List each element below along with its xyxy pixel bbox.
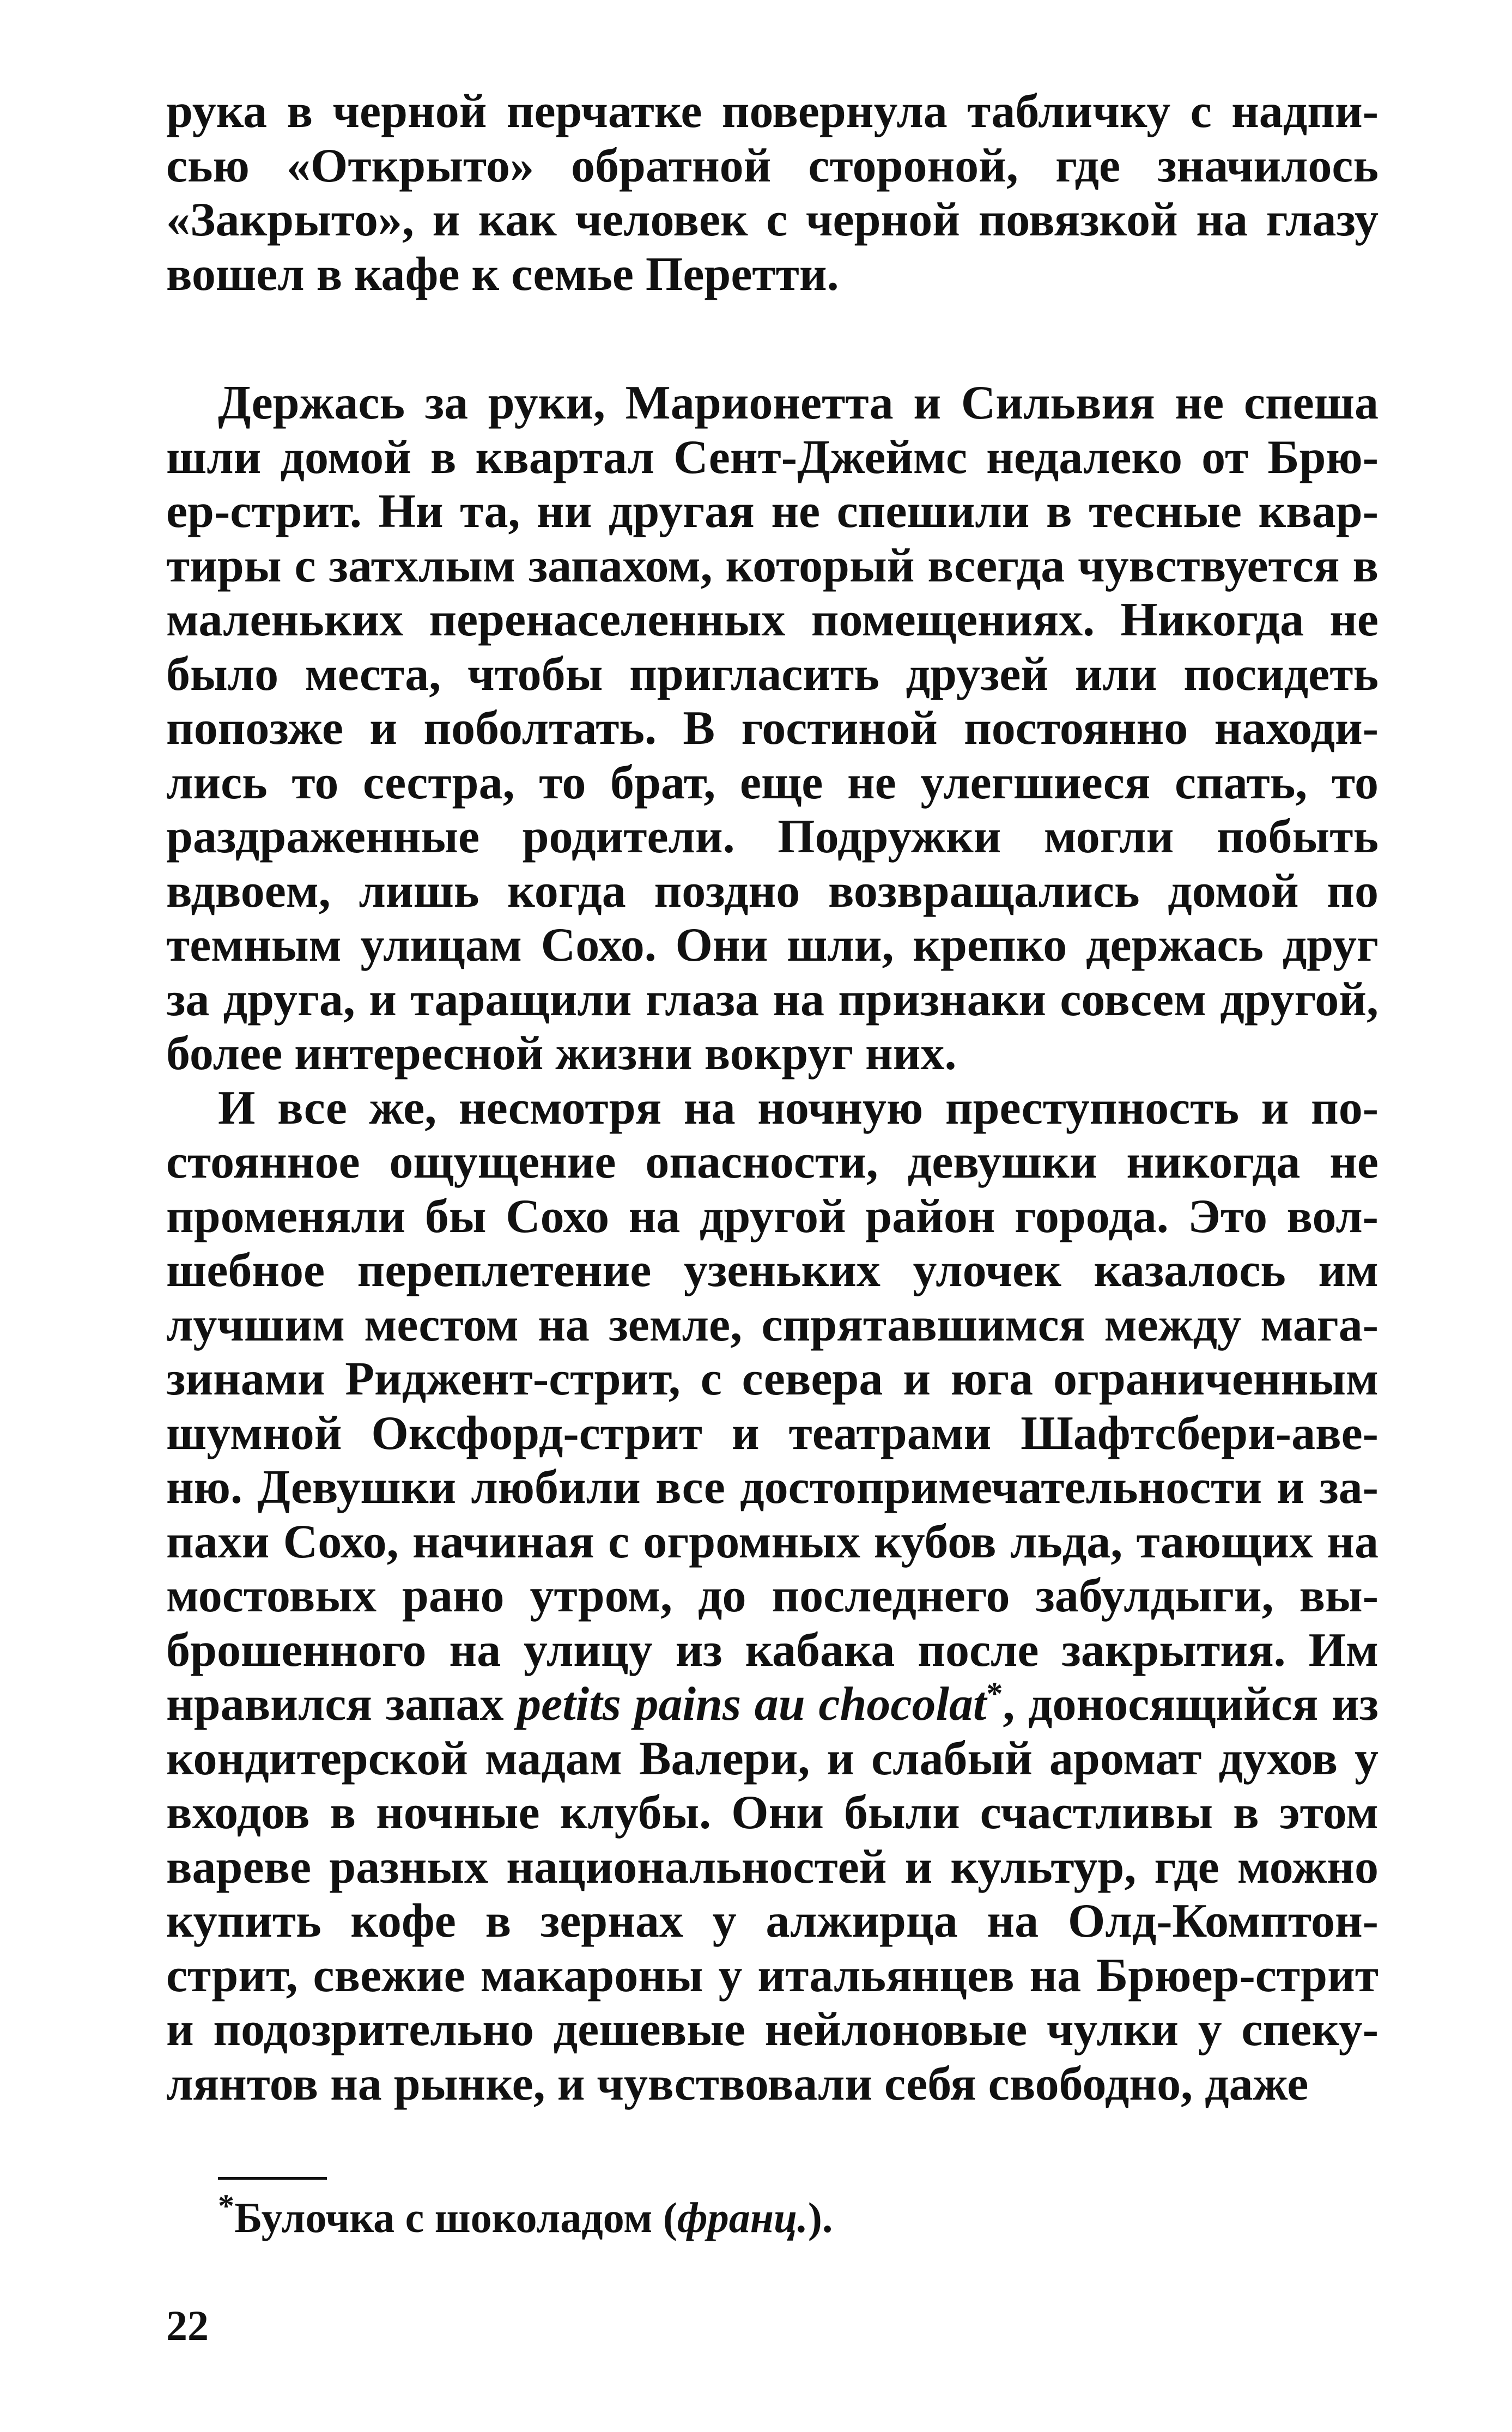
paragraph-3-text-start: И все же, несмотря на ночную преступность и по-стоянное ощущение опасности, девушки никогда не променяли бы Сохо на другой район города. Это вол-шебное переплетение узеньких улочек казалось им лучшим местом на земле, спрятавшимся между мага-зинами Риджент-стрит, с севера и юга ограниченным шумной Оксфорд-стрит и театрами Шафтсбери-аве-ню. Девушки любили все достопримечательности и за-пахи Сохо, начиная с огромных кубов льда, тающих на мостовых рано утром, до последнего забулдыги, вы-брошенного на улицу из кабака после закрытия. Им нравился запах: [166, 1081, 1379, 1731]
footnote-mark: *: [218, 2188, 234, 2224]
footnote-text-end: ).: [807, 2194, 833, 2241]
text-block-main: [166, 376, 1379, 2111]
footnote: [218, 2188, 833, 2245]
paragraph-1: рука в черной перчатке повернула табличку с надпи-сью «Открыто» обратной стороной, где значилось «Закрыто», и как человек с черной повязкой на глазу вошел в кафе к семье Перетти.: [166, 85, 1379, 301]
paragraph-3: [166, 1081, 1379, 2112]
paragraph-2: Держась за руки, Марионетта и Сильвия не спеша шли домой в квартал Сент-Джеймс недалеко от Брю-ер-стрит. Ни та, ни другая не спешили в тесные квар-тиры с затхлым запахом, который всегда чувствуется в маленьких перенаселенных помещениях. Никогда не было места, чтобы пригласить друзей или посидеть попозже и поболтать. В гостиной постоянно находи-лись то сестра, то брат, еще не улегшиеся спать, то раздраженные родители. Подружки могли побыть вдвоем, лишь когда поздно возвращались домой по темным улицам Сохо. Они шли, крепко держась друг за друга, и таращили глаза на признаки совсем другой, более интересной жизни вокруг них.: [166, 377, 1379, 1080]
footnote-text-start: Булочка с шоколадом (: [234, 2194, 677, 2241]
italic-french-phrase: petits pains au chocolat: [517, 1678, 987, 1731]
footnote-divider: [218, 2177, 327, 2180]
page-number: 22: [166, 2302, 209, 2349]
paragraph-3-text-end: , доносящийся из кондитерской мадам Валери, и слабый аромат духов у входов в ночные клубы. Они были счастливы в этом вареве разных национальностей и культур, где можно купить кофе в зернах у алжирца на Олд-Комптон-стрит, свежие макароны у итальянцев на Брюер-стрит и подозрительно дешевые нейлоновые чулки у спеку-лянтов на рынке, и чувствовали себя свободно, даже: [166, 1678, 1379, 2110]
text-block-top: [166, 84, 1379, 301]
footnote-italic: франц.: [677, 2194, 808, 2241]
footnote-reference-mark: *: [986, 1676, 1003, 1712]
